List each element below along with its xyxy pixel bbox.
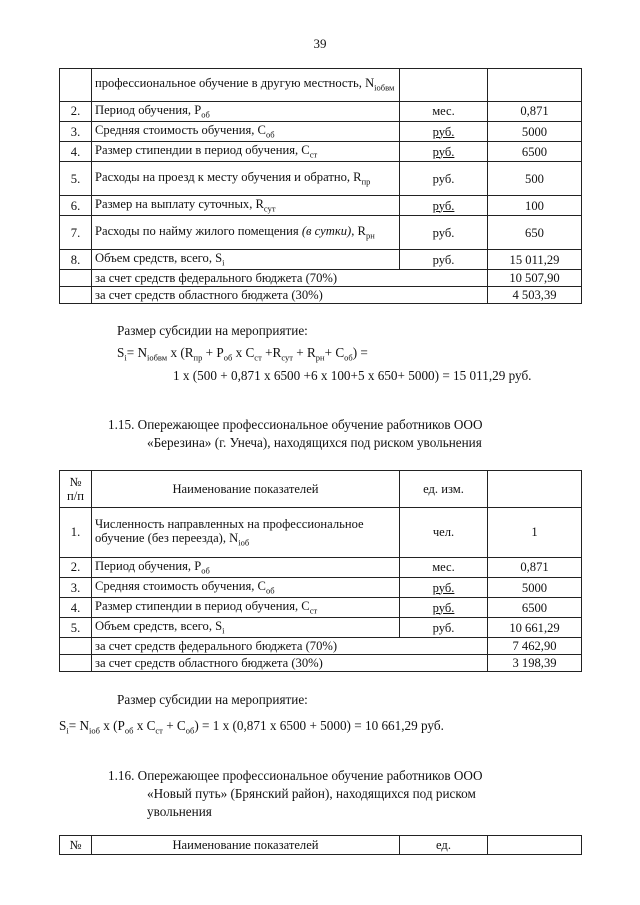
page-number: 39	[313, 36, 327, 51]
value: 0,871	[488, 558, 582, 578]
unit: руб.	[432, 580, 455, 595]
row-number: 3.	[60, 122, 92, 142]
section-number: 1.16.	[108, 768, 135, 783]
header-unit: ед.	[400, 836, 488, 855]
table-row	[60, 638, 582, 655]
table-row	[60, 216, 582, 250]
section-heading	[108, 767, 482, 784]
value: 3 198,39	[488, 655, 582, 672]
value: 500	[488, 162, 582, 196]
section-title-line-3: увольнения	[147, 804, 212, 819]
value: 6500	[488, 142, 582, 162]
table-header-row	[60, 471, 582, 508]
indicator-name: за счет средств областного бюджета (30%)	[92, 655, 488, 672]
row-number: 7.	[60, 216, 92, 250]
section-heading	[108, 416, 482, 433]
table-row	[60, 196, 582, 216]
indicator-name: Расходы на проезд к месту обучения и обратно, $R_{пр}$	[92, 162, 400, 196]
value: 650	[488, 216, 582, 250]
value	[488, 69, 582, 102]
row-number: 2.	[60, 102, 92, 122]
subsidy-label: Размер субсидии на мероприятие:	[117, 692, 308, 707]
indicator-name: Средняя стоимость обучения, $C_{об}$	[92, 578, 400, 598]
header-number: № п/п	[60, 471, 92, 508]
unit: мес.	[400, 102, 488, 122]
table-row	[60, 287, 582, 304]
row-number: 6.	[60, 196, 92, 216]
value: 0,871	[488, 102, 582, 122]
table-row	[60, 508, 582, 558]
table-row	[60, 578, 582, 598]
unit: руб.	[400, 162, 488, 196]
table-row	[60, 102, 582, 122]
row-number: 5.	[60, 162, 92, 196]
table-header-row	[60, 836, 582, 855]
header-name: Наименование показателей	[92, 836, 400, 855]
header-number: №	[60, 836, 92, 855]
table-row	[60, 558, 582, 578]
indicator-name: за счет средств федерального бюджета (70%)	[92, 638, 488, 655]
value: 4 503,39	[488, 287, 582, 304]
indicators-table-2	[59, 470, 582, 672]
indicator-name: Период обучения, $P_{об}$	[92, 558, 400, 578]
value: 6500	[488, 598, 582, 618]
indicator-name: Объем средств, всего, $S_i$	[92, 618, 400, 638]
section-title-line-1: Опережающее профессиональное обучение работников ООО	[137, 768, 483, 783]
indicator-name: Численность направленных на профессиональное обучение (без переезда), $N_{iоб}$	[92, 508, 400, 558]
unit: руб.	[432, 600, 455, 615]
row-number	[60, 638, 92, 655]
section-title-line-1: Опережающее профессиональное обучение работников ООО	[137, 417, 483, 432]
row-number: 8.	[60, 250, 92, 270]
value: 5000	[488, 122, 582, 142]
header-name: Наименование показателей	[92, 471, 400, 508]
unit: руб.	[432, 144, 455, 159]
indicator-name: Период обучения, $P_{об}$	[92, 102, 400, 122]
value: 5000	[488, 578, 582, 598]
subsidy-label: Размер субсидии на мероприятие:	[117, 323, 308, 338]
row-number: 2.	[60, 558, 92, 578]
table-row	[60, 250, 582, 270]
value: 7 462,90	[488, 638, 582, 655]
subsidy-calculation: 1 x (500 + 0,871 x 6500 +6 x 100+5 x 650+ 5000) = 15 011,29 руб.	[173, 368, 532, 383]
row-number	[60, 287, 92, 304]
subsidy-formula: $S_i= N_{iобвм}$ x ($R_{пр} + P_{об}$ x $C_{ст} +R_{сут} + R_{рн}+ C_{об}$) =	[117, 345, 368, 363]
value: 10 507,90	[488, 270, 582, 287]
table-row	[60, 162, 582, 196]
table-row	[60, 618, 582, 638]
unit: руб.	[400, 250, 488, 270]
table-row	[60, 655, 582, 672]
header-value	[488, 836, 582, 855]
row-number: 5.	[60, 618, 92, 638]
unit: руб.	[432, 198, 455, 213]
row-number	[60, 69, 92, 102]
table-row	[60, 69, 582, 102]
row-number: 4.	[60, 142, 92, 162]
unit: руб.	[400, 216, 488, 250]
subsidy-formula: $S_i= N_{iоб}$ x ($P_{об}$ x $C_{ст} + C_{об}) = 1$ x (0,871 x 6500 + 5000) = 10 661,29 руб.	[59, 718, 444, 736]
table-row	[60, 270, 582, 287]
indicator-name: Размер на выплату суточных, $R_{сут}$	[92, 196, 400, 216]
unit: мес.	[400, 558, 488, 578]
value: 15 011,29	[488, 250, 582, 270]
indicator-name: Размер стипендии в период обучения, $C_{ст}$	[92, 142, 400, 162]
indicator-name: Средняя стоимость обучения, $C_{об}$	[92, 122, 400, 142]
row-number: 4.	[60, 598, 92, 618]
unit: руб.	[432, 124, 455, 139]
table-row	[60, 142, 582, 162]
value: 100	[488, 196, 582, 216]
value: 10 661,29	[488, 618, 582, 638]
table-row	[60, 598, 582, 618]
unit: руб.	[400, 618, 488, 638]
header-value	[488, 471, 582, 508]
section-title-line-2: «Березина» (г. Унеча), находящихся под риском увольнения	[147, 435, 482, 450]
indicator-name: за счет средств областного бюджета (30%)	[92, 287, 488, 304]
indicator-name: за счет средств федерального бюджета (70%)	[92, 270, 488, 287]
indicators-table-3	[59, 835, 582, 855]
indicator-name: Объем средств, всего, $S_i$	[92, 250, 400, 270]
unit	[400, 69, 488, 102]
section-number: 1.15.	[108, 417, 135, 432]
row-number: 1.	[60, 508, 92, 558]
indicator-name: Расходы по найму жилого помещения (в сутки), $R_{рн}$	[92, 216, 400, 250]
row-number	[60, 270, 92, 287]
table-row	[60, 122, 582, 142]
row-number	[60, 655, 92, 672]
section-title-line-2: «Новый путь» (Брянский район), находящихся под риском	[147, 786, 476, 801]
row-number: 3.	[60, 578, 92, 598]
indicators-table-1	[59, 68, 582, 304]
indicator-name: Размер стипендии в период обучения, $C_{ст}$	[92, 598, 400, 618]
unit: чел.	[400, 508, 488, 558]
indicator-name: профессиональное обучение в другую местность, $N_{iобвм}$	[92, 69, 400, 102]
value: 1	[488, 508, 582, 558]
header-unit: ед. изм.	[400, 471, 488, 508]
